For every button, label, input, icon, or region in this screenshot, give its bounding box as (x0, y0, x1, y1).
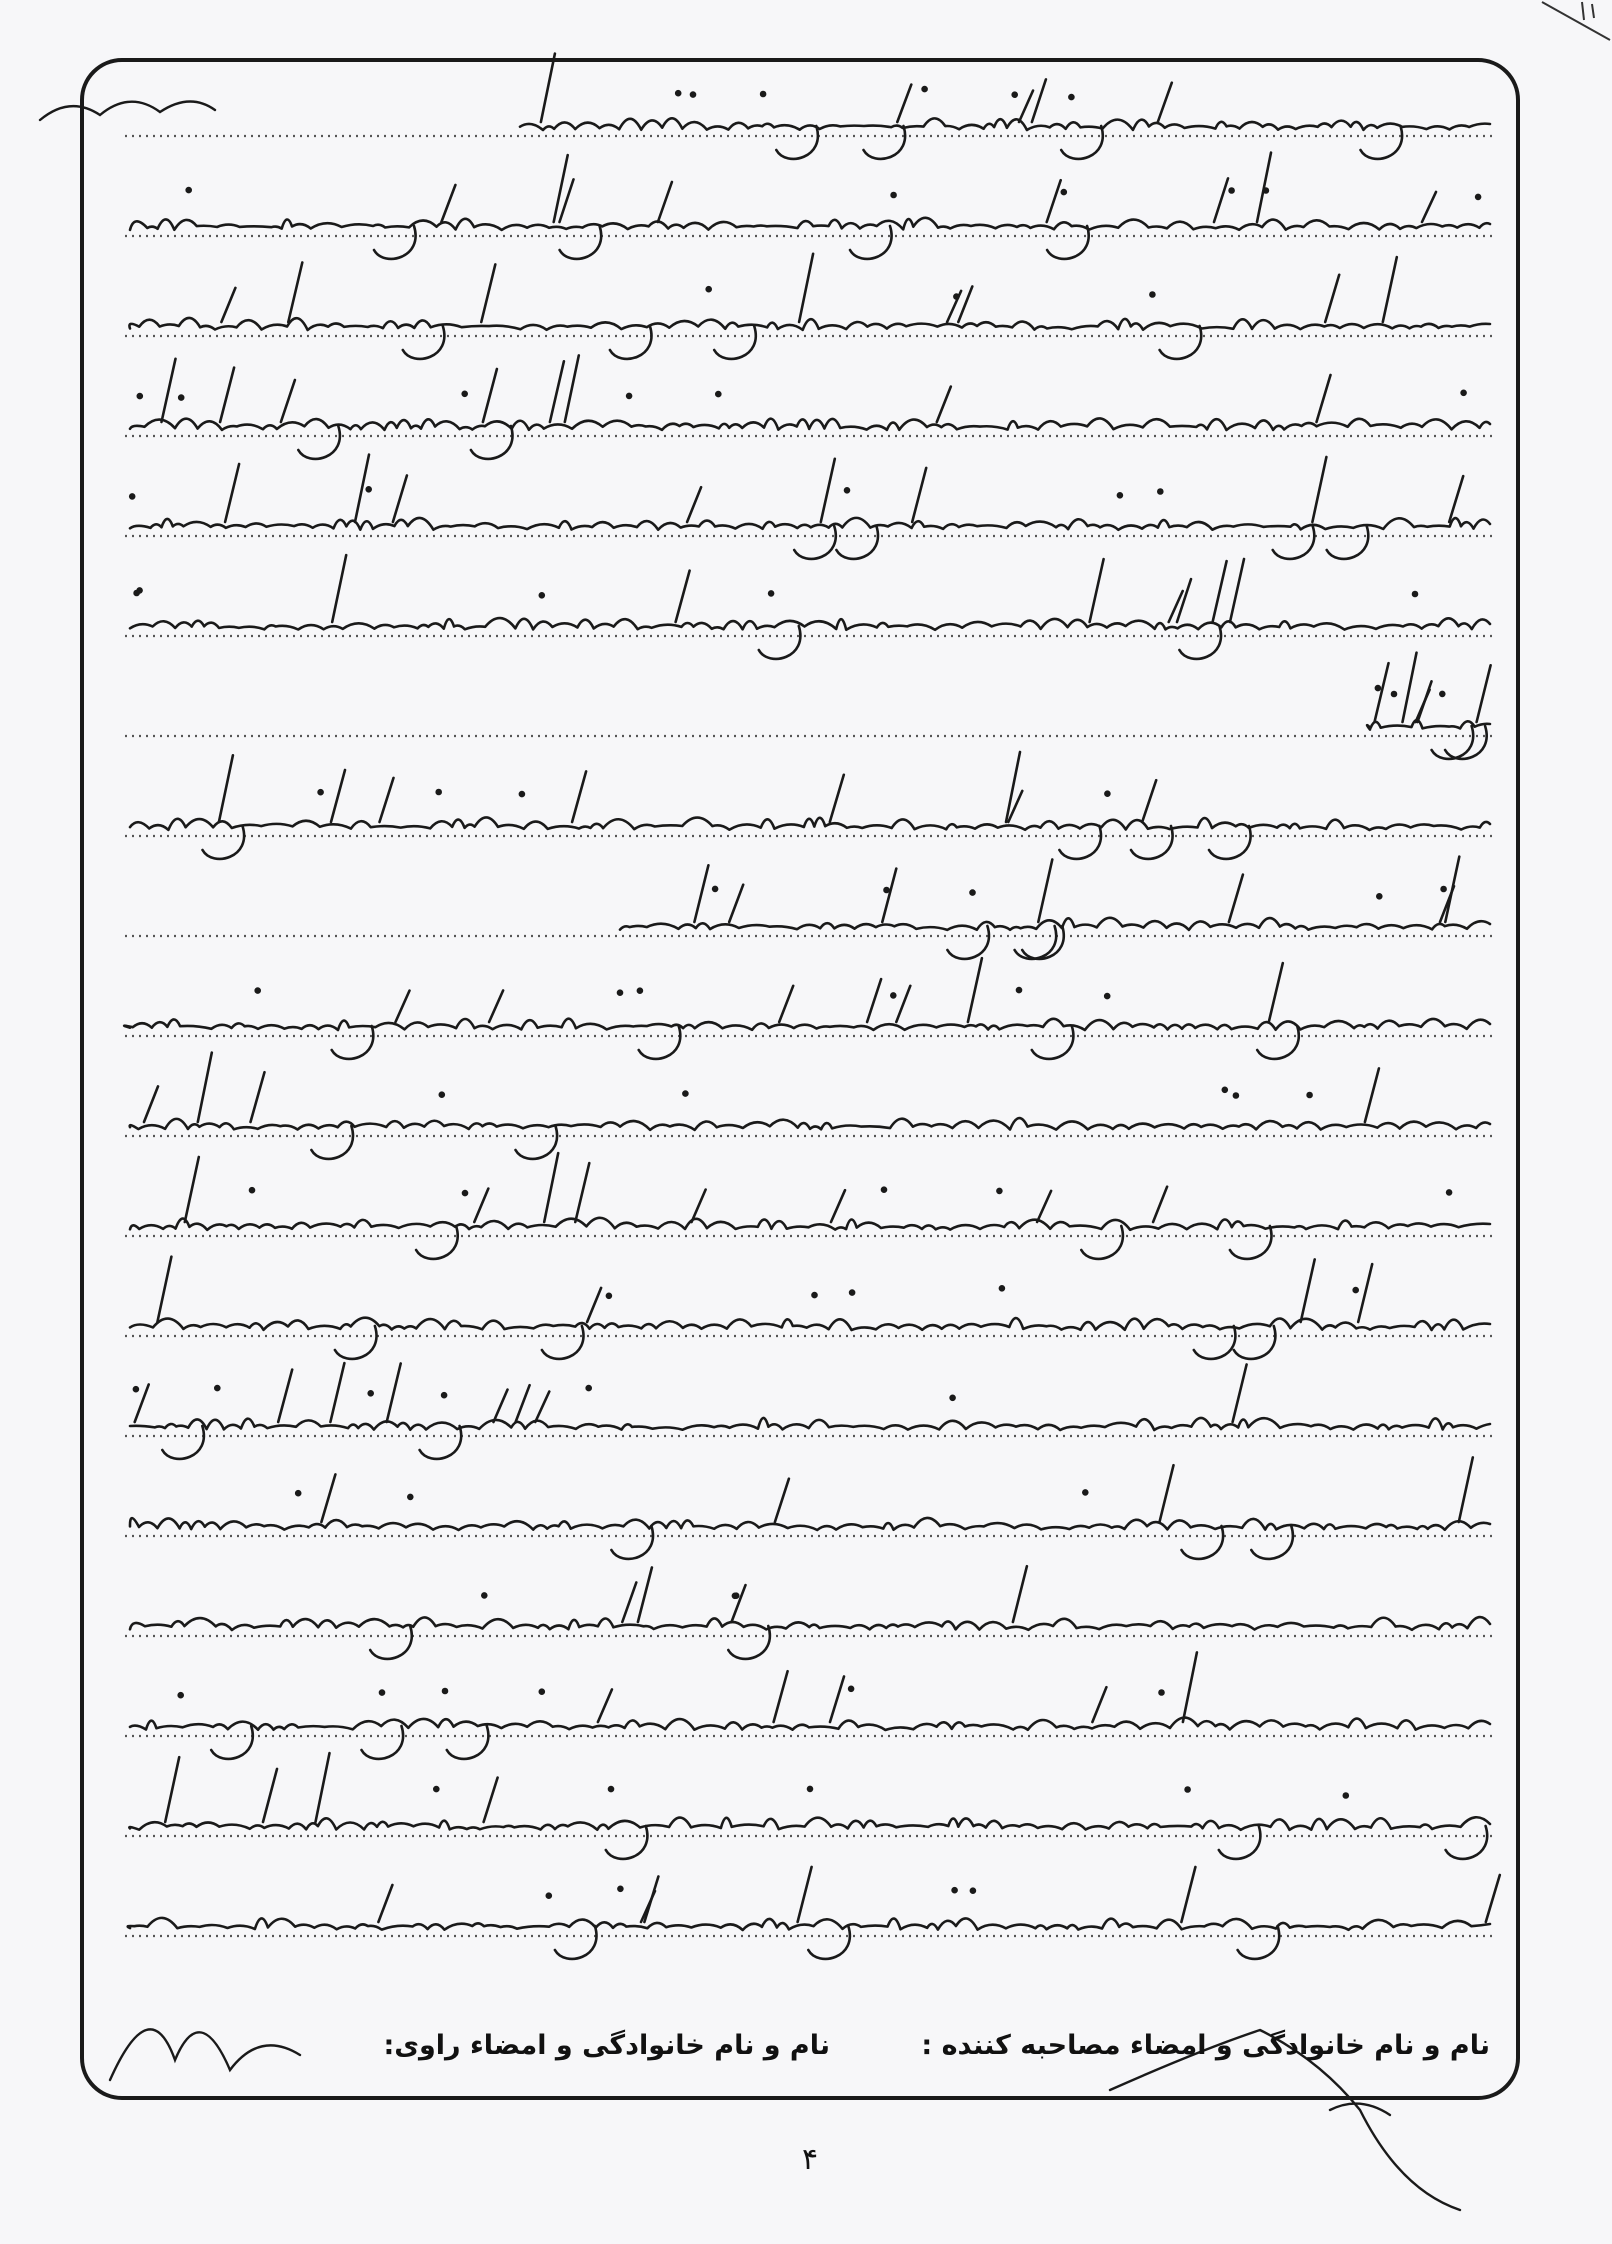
ascender-stroke (281, 380, 295, 422)
diacritic-dot (130, 494, 134, 498)
diacritic-dot (408, 1495, 412, 1499)
diacritic-dot (618, 991, 622, 995)
diacritic-dot (1105, 994, 1109, 998)
diacritic-dot (443, 1689, 447, 1693)
diacritic-dot (1447, 1190, 1451, 1194)
ascender-stroke (694, 865, 708, 922)
descender-stroke (370, 1626, 412, 1659)
descender-stroke (1230, 1226, 1272, 1259)
diacritic-dot (1308, 1093, 1312, 1097)
diacritic-dot (434, 1787, 438, 1791)
diacritic-dot (1413, 592, 1417, 596)
diacritic-dot (997, 1189, 1001, 1193)
descender-stroke (1238, 1926, 1280, 1959)
handwritten-line (129, 318, 1490, 330)
diacritic-dot (607, 1294, 611, 1298)
ascender-stroke (1229, 875, 1243, 922)
diacritic-dot (1160, 1691, 1164, 1695)
descender-stroke (1219, 1826, 1261, 1859)
ascender-stroke (575, 1163, 589, 1222)
ascender-stroke (774, 1671, 788, 1722)
diacritic-dot (627, 394, 631, 398)
ascender-stroke (1142, 780, 1156, 822)
descender-stroke (1015, 926, 1057, 959)
ascender-stroke (1301, 1259, 1315, 1322)
ascender-stroke (263, 1769, 277, 1822)
descender-stroke (1081, 1226, 1123, 1259)
descender-stroke (1032, 1026, 1074, 1059)
ascender-stroke (221, 288, 235, 322)
ascender-stroke (1403, 653, 1417, 722)
handwritten-line (520, 118, 1490, 130)
ascender-stroke (1169, 591, 1183, 622)
ascender-stroke (157, 1257, 171, 1322)
handwritten-line (130, 1118, 1490, 1130)
handwritten-line (130, 418, 1490, 430)
diacritic-dot (1230, 189, 1234, 193)
diacritic-dot (1376, 686, 1380, 690)
ascender-stroke (165, 1757, 179, 1822)
ascender-stroke (1090, 559, 1104, 622)
diacritic-dot (256, 989, 260, 993)
diacritic-dot (713, 887, 717, 891)
ascender-stroke (687, 487, 701, 522)
ascender-stroke (554, 155, 568, 222)
ascender-stroke (251, 1072, 265, 1122)
ascender-stroke (831, 1190, 845, 1222)
diacritic-dot (1234, 1094, 1238, 1098)
ascender-stroke (1214, 178, 1228, 222)
ascender-stroke (1486, 1875, 1500, 1922)
diacritic-dot (849, 1687, 853, 1691)
diacritic-dot (971, 891, 975, 895)
ascender-stroke (896, 986, 910, 1022)
descender-stroke (471, 426, 513, 459)
ascender-stroke (1257, 153, 1271, 222)
diacritic-dot (319, 790, 323, 794)
ascender-stroke (622, 1583, 636, 1623)
diacritic-dot (296, 1491, 300, 1495)
descender-stroke (947, 926, 989, 959)
descender-stroke (1209, 826, 1251, 859)
descender-stroke (714, 326, 756, 359)
descender-stroke (1182, 1526, 1224, 1559)
descender-stroke (728, 1626, 770, 1659)
diacritic-dot (609, 1787, 613, 1791)
ascender-stroke (1213, 561, 1227, 622)
ascender-stroke (658, 182, 672, 222)
ascender-stroke (1183, 1652, 1197, 1722)
diacritic-dot (1000, 1286, 1004, 1290)
descender-stroke (1432, 726, 1474, 759)
diacritic-dot (250, 1188, 254, 1192)
handwritten-line (130, 518, 1490, 530)
ascender-stroke (396, 991, 410, 1022)
descender-stroke (203, 826, 245, 859)
diacritic-dot (1442, 887, 1446, 891)
ascender-stroke (1230, 559, 1244, 622)
ascender-stroke (441, 185, 455, 222)
handwritten-line (130, 1617, 1490, 1630)
diacritic-dot (547, 1894, 551, 1898)
diacritic-dot (1344, 1794, 1348, 1798)
handwritten-line (129, 1817, 1490, 1830)
descender-stroke (416, 1226, 458, 1259)
ascender-stroke (1037, 1191, 1051, 1222)
ascender-stroke (1153, 1187, 1167, 1222)
handwritten-line (130, 1318, 1490, 1330)
ascender-stroke (483, 369, 497, 422)
diacritic-dot (138, 394, 142, 398)
descender-stroke (836, 526, 878, 559)
handwritten-line (130, 618, 1490, 630)
descender-stroke (555, 1926, 597, 1959)
ascender-stroke (732, 1585, 746, 1622)
diacritic-dot (134, 1387, 138, 1391)
ascender-stroke (1422, 192, 1436, 222)
diacritic-dot (1062, 190, 1066, 194)
page-number: ۴ (801, 2142, 819, 2177)
margin-signature-marks (40, 101, 1460, 2210)
ascender-stroke (1160, 1465, 1174, 1522)
diacritic-dot (1069, 95, 1073, 99)
diacritic-dot (587, 1386, 591, 1390)
ascender-stroke (198, 1053, 212, 1122)
descender-stroke (610, 326, 652, 359)
descender-stroke (403, 326, 445, 359)
diacritic-dot (1186, 1788, 1190, 1792)
ascender-stroke (799, 254, 813, 322)
ascender-stroke (779, 986, 793, 1022)
ascender-stroke (641, 1891, 655, 1922)
diacritic-dot (482, 1593, 486, 1597)
ascender-stroke (1019, 91, 1033, 122)
diacritic-dot (923, 87, 927, 91)
handwritten-line (130, 1418, 1490, 1430)
ascender-stroke (729, 885, 743, 922)
ascender-stroke (1358, 1264, 1372, 1322)
descender-stroke (1179, 626, 1221, 659)
descender-stroke (794, 526, 836, 559)
ascender-stroke (1325, 275, 1339, 322)
ascender-stroke (598, 1690, 612, 1723)
descender-stroke (606, 1826, 648, 1859)
descender-stroke (1047, 226, 1089, 259)
diacritic-dot (954, 295, 958, 299)
handwritten-line (130, 1518, 1490, 1530)
diacritic-dot (1017, 988, 1021, 992)
ascender-stroke (330, 1363, 344, 1422)
diacritic-dot (850, 1291, 854, 1295)
handwritten-line (128, 1918, 1490, 1930)
diacritic-dot (716, 392, 720, 396)
ascender-stroke (775, 1479, 789, 1522)
descender-stroke (162, 1426, 204, 1459)
diacritic-dot (769, 591, 773, 595)
ascender-stroke (565, 355, 579, 422)
descender-stroke (1327, 526, 1369, 559)
ascender-stroke (638, 1568, 652, 1623)
diacritic-dot (1462, 391, 1466, 395)
ascender-stroke (541, 54, 555, 122)
diacritic-dot (676, 91, 680, 95)
descender-stroke (1234, 1326, 1276, 1359)
diacritic-dot (953, 1888, 957, 1892)
handwritten-line (130, 218, 1490, 230)
ascender-stroke (550, 361, 564, 422)
diacritic-dot (1083, 1490, 1087, 1494)
ascender-stroke (1269, 963, 1283, 1022)
diacritic-dot (1264, 189, 1268, 193)
diacritic-dot (437, 790, 441, 794)
diacritic-dot (707, 287, 711, 291)
descender-stroke (298, 426, 340, 459)
descender-stroke (1273, 526, 1315, 559)
ascender-stroke (489, 991, 503, 1023)
ascender-stroke (332, 555, 346, 622)
descender-stroke (362, 1726, 404, 1759)
descender-stroke (611, 1526, 653, 1559)
descender-stroke (759, 626, 801, 659)
diacritic-dot (1223, 1088, 1227, 1092)
handwritten-line (124, 1019, 1490, 1030)
diacritic-dot (540, 593, 544, 597)
descender-stroke (808, 1926, 850, 1959)
diacritic-dot (882, 1188, 886, 1192)
signature-labels (110, 2030, 1490, 2080)
descender-stroke (1160, 326, 1202, 359)
diacritic-dot (1158, 490, 1162, 494)
ascender-stroke (1477, 665, 1491, 722)
ascender-stroke (1047, 180, 1061, 222)
ascender-stroke (1038, 860, 1052, 923)
descender-stroke (447, 1726, 489, 1759)
ascender-stroke (897, 85, 911, 122)
ascender-stroke (144, 1086, 158, 1122)
ascender-stroke (162, 359, 176, 422)
ascender-stroke (912, 468, 926, 522)
diacritic-dot (845, 488, 849, 492)
ascender-stroke (1459, 1457, 1473, 1522)
corner-stamp-mark (1522, 0, 1612, 60)
descender-stroke (639, 1026, 681, 1059)
ascender-stroke (1365, 1068, 1379, 1122)
ascender-stroke (937, 387, 951, 422)
diacritic-dot (463, 1191, 467, 1195)
diacritic-dot (1354, 1288, 1358, 1292)
ascender-stroke (481, 264, 495, 322)
diacritic-dot (733, 1594, 737, 1598)
ascender-stroke (220, 368, 234, 422)
diacritic-dot (1118, 493, 1122, 497)
diacritic-dot (1105, 792, 1109, 796)
descender-stroke (776, 126, 818, 159)
ascender-stroke (474, 1189, 488, 1222)
ascender-stroke (1181, 1867, 1195, 1922)
descender-stroke (1361, 126, 1403, 159)
descender-stroke (1257, 1026, 1299, 1059)
handwritten-line (130, 817, 1490, 830)
diacritic-dot (761, 92, 765, 96)
handwritten-line (130, 1218, 1490, 1230)
diacritic-dot (369, 1391, 373, 1395)
ascender-stroke (1317, 375, 1331, 422)
ascender-stroke (516, 1385, 530, 1422)
diacritic-dot (179, 396, 183, 400)
diacritic-dot (892, 193, 896, 197)
ascender-stroke (219, 755, 233, 822)
ascender-stroke (225, 464, 239, 522)
ascender-stroke (321, 1474, 335, 1522)
ascender-stroke (1418, 681, 1432, 722)
diacritic-dot (215, 1386, 219, 1390)
diacritic-dot (1377, 894, 1381, 898)
diacritic-dot (1013, 93, 1017, 97)
descender-stroke (1251, 1526, 1293, 1559)
ascender-stroke (676, 571, 690, 622)
ascender-stroke (1383, 257, 1397, 322)
ascender-stroke (1375, 663, 1389, 722)
diacritic-dot (691, 93, 695, 97)
descender-stroke (864, 126, 906, 159)
diacritic-dot (638, 989, 642, 993)
descender-stroke (850, 226, 892, 259)
descender-stroke (560, 226, 602, 259)
ascender-stroke (387, 1364, 401, 1423)
diacritic-dot (683, 1092, 687, 1096)
ascender-stroke (544, 1153, 558, 1222)
diacritic-dot (1476, 195, 1480, 199)
ascender-stroke (1312, 457, 1326, 522)
ascender-stroke (572, 771, 586, 822)
diacritic-dot (187, 188, 191, 192)
diacritic-dot (618, 1887, 622, 1891)
ascender-stroke (380, 778, 394, 822)
ascender-stroke (968, 958, 982, 1022)
ascender-stroke (882, 869, 896, 922)
ascender-stroke (1233, 1365, 1247, 1423)
descender-stroke (1131, 826, 1173, 859)
narrator-signature-label: نام و نام خانوادگی و امضاء راوی: (383, 2030, 830, 2061)
ascender-stroke (288, 263, 302, 323)
ascender-stroke (798, 1867, 812, 1922)
descender-stroke (1061, 126, 1103, 159)
ascender-stroke (331, 770, 345, 822)
diacritic-dot (463, 392, 467, 396)
ascender-stroke (692, 1190, 706, 1222)
ascender-stroke (393, 476, 407, 523)
diacritic-dot (885, 888, 889, 892)
descender-stroke (311, 1126, 353, 1159)
diacritic-dot (1440, 692, 1444, 696)
descender-stroke (374, 226, 416, 259)
diacritic-dot (1150, 293, 1154, 297)
diacritic-dot (891, 993, 895, 997)
diacritic-dot (179, 1693, 183, 1697)
interviewer-signature-label: نام و نام خانوادگی و امضاء مصاحبه کننده : (921, 2030, 1490, 2061)
descender-stroke (516, 1126, 558, 1159)
ascender-stroke (278, 1370, 292, 1422)
ascender-stroke (1092, 1687, 1106, 1722)
ascender-stroke (830, 775, 844, 822)
descender-stroke (1446, 1826, 1488, 1859)
ascender-stroke (494, 1390, 508, 1422)
diacritic-dot (380, 1691, 384, 1695)
ascender-stroke (316, 1753, 330, 1822)
ascender-stroke (867, 979, 881, 1022)
ascender-stroke (1013, 1566, 1027, 1622)
diacritic-dot (1392, 692, 1396, 696)
descender-stroke (335, 1326, 377, 1359)
diacritic-dot (808, 1787, 812, 1791)
diacritic-dot (367, 487, 371, 491)
ascender-stroke (1032, 79, 1046, 122)
ascender-stroke (484, 1778, 498, 1822)
diacritic-dot (951, 1396, 955, 1400)
diacritic-dot (813, 1293, 817, 1297)
descender-stroke (542, 1326, 584, 1359)
ascender-stroke (587, 1288, 601, 1322)
descender-stroke (1194, 1326, 1236, 1359)
margin-note-stroke (40, 101, 215, 120)
diacritic-dot (138, 588, 142, 592)
diacritic-dot (442, 1393, 446, 1397)
handwritten-line (130, 1718, 1490, 1730)
diacritic-dot (540, 1690, 544, 1694)
ascender-stroke (535, 1392, 549, 1423)
dotted-rules (125, 136, 1495, 1936)
handwriting-strokes (124, 54, 1500, 1959)
ascender-stroke (830, 1677, 844, 1723)
descender-stroke (1022, 926, 1064, 959)
ascender-stroke (1158, 83, 1172, 122)
descender-stroke (211, 1726, 253, 1759)
ascender-stroke (821, 459, 835, 522)
diacritic-dot (520, 792, 524, 796)
diacritic-dot (971, 1889, 975, 1893)
ascender-stroke (378, 1885, 392, 1922)
ascender-stroke (185, 1157, 199, 1222)
ascender-stroke (1449, 476, 1463, 522)
diacritic-dot (440, 1093, 444, 1097)
descender-stroke (1059, 826, 1101, 859)
descender-stroke (420, 1426, 462, 1459)
